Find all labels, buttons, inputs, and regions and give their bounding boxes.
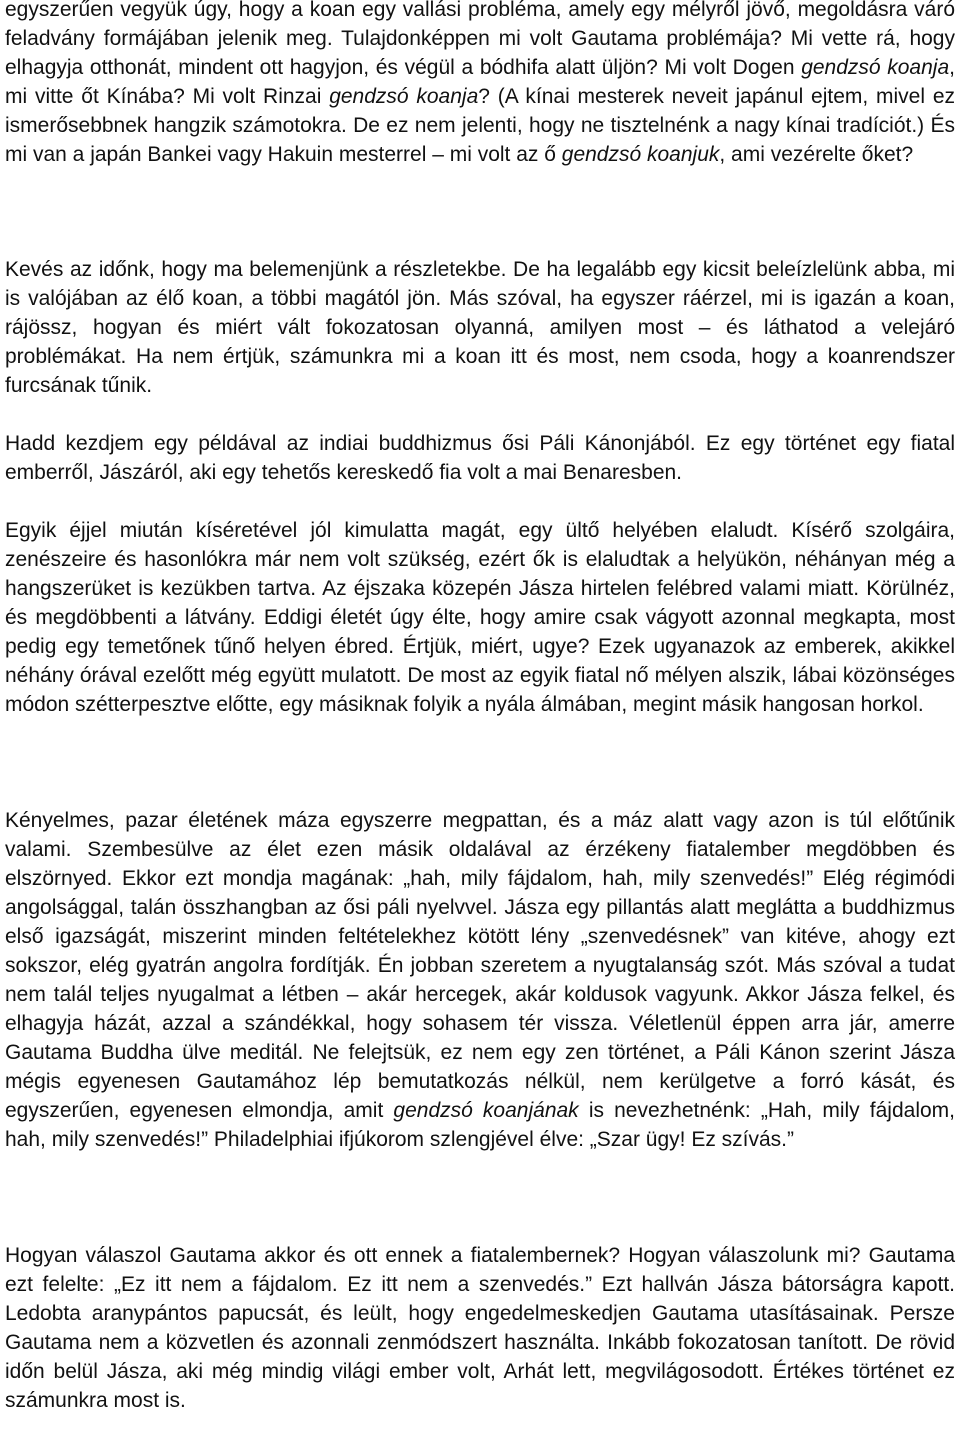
paragraph-text bbox=[5, 806, 955, 1154]
italic-term: gendzsó koanjának bbox=[393, 1099, 579, 1122]
paragraph-text bbox=[5, 255, 955, 400]
italic-term: gendzsó koanjuk bbox=[561, 143, 720, 166]
paragraph-text bbox=[5, 1241, 955, 1415]
italic-term: gendzsó koanja bbox=[801, 56, 950, 79]
text-run: is nevezhetnénk: „Hah, mily fájdalom, hah, mily szenvedés!” Philadelphiai ifjúkorom szlengjével élve: „Szar ügy! Ez szívás.” bbox=[5, 1099, 955, 1151]
text-run: egyszerűen vegyük úgy, hogy a koan egy vallási probléma, amely egy mélyről jövő, megoldásra váró feladvány formájában jelenik meg. Tulajdonképpen mi volt Gautama problémája? Mi vette rá, hogy elhagyja otthonát, mindent ott hagyjon, és végül a bódhifa alatt üljön? Mi volt Dogen bbox=[5, 0, 955, 79]
paragraph-1 bbox=[5, 0, 955, 169]
paragraph-text bbox=[5, 429, 955, 487]
paragraph-6 bbox=[5, 1241, 955, 1415]
paragraph-text bbox=[5, 516, 955, 719]
paragraph-3 bbox=[5, 429, 955, 487]
text-run: , mi vitte őt Kínába? Mi volt Rinzai bbox=[5, 56, 955, 108]
italic-term: gendzsó koanja bbox=[329, 85, 479, 108]
paragraph-5 bbox=[5, 806, 955, 1154]
text-run: Kényelmes, pazar életének máza egyszerre megpattan, és a máz alatt vagy azon is túl előtűnik valami. Szembesülve az élet ezen másik oldalával az érzékeny fiatalember megdöbben és elszörnyed. Ekkor ezt mondja magának: „hah, mily fájdalom, hah, mily szenvedés!” Elég régimódi angolsággal, talán összhangban az ősi páli nyelvvel. Jásza egy pillantás alatt meglátta a buddhizmus első igazságát, miszerint minden feltételekhez kötött lény „szenvedésnek” van kitéve, ahogy ezt sokszor, elég gyatrán angolra fordítják. Én jobban szeretem a nyugtalanság szót. Más szóval a tudat nem talál teljes nyugalmat a létben – akár hercegek, akár koldusok vagyunk. Akkor Jásza felkel, és elhagyja házát, azzal a szándékkal, hogy sohasem tér vissza. Véletlenül éppen arra jár, amerre Gautama Buddha ülve meditál. Ne felejtsük, ez nem egy zen történet, a Páli Kánon szerint Jásza mégis egyenesen Gautamához lép bemutatkozás nélkül, nem kerülgetve a forró kását, és egyszerűen, egyenesen elmondja, amit bbox=[5, 809, 955, 1122]
text-run: Egyik éjjel miután kíséretével jól kimulatta magát, egy ültő helyében elaludt. Kísérő szolgáira, zenészeire és hasonlókra már nem volt szükség, ezért ők is elaludtak a helyükön, néhányan még a hangszerüket is kezükben tartva. Az éjszaka közepén Jásza hirtelen felébred valami miatt. Körülnéz, és megdöbbenti a látvány. Eddigi életét úgy élte, hogy amire csak vágyott azonnal megkapta, most pedig egy temetőnek tűnő helyen ébred. Értjük, miért, ugye? Ezek ugyanazok az emberek, akikkel néhány órával ezelőtt még együtt mulatott. De most az egyik fiatal nő mélyen alszik, lábai közönséges módon szétterpesztve előtte, egy másiknak folyik a nyála álmában, megint másik hangosan horkol. bbox=[5, 519, 955, 716]
text-run: , ami vezérelte őket? bbox=[719, 143, 914, 166]
paragraph-2 bbox=[5, 255, 955, 400]
text-run: Hogyan válaszol Gautama akkor és ott ennek a fiatalembernek? Hogyan válaszolunk mi? Gautama ezt felelte: „Ez itt nem a fájdalom. Ez itt nem a szenvedés.” Ezt hallván Jásza bátorságra kapott. Ledobta aranypántos papucsát, és leült, hogy engedelmeskedjen Gautama utasításainak. Persze Gautama nem a közvetlen és azonnali zenmódszert használta. Inkább fokozatosan tanított. De rövid időn belül Jásza, aki még mindig világi ember volt, Arhát lett, megvilágosodott. Értékes történet ez számunkra most is. bbox=[5, 1244, 955, 1412]
text-run: Hadd kezdjem egy példával az indiai buddhizmus ősi Páli Kánonjából. Ez egy történet egy fiatal emberről, Jászáról, aki egy tehetős kereskedő fia volt a mai Benaresben. bbox=[5, 432, 955, 484]
text-run: ? (A kínai mesterek neveit japánul ejtem, mivel ez ismerősebbnek hangzik számotokra. De ez nem jelenti, hogy ne tisztelnénk a nagy kínai tradíciót.) És mi van a japán Bankei vagy Hakuin mesterrel – mi volt az ő bbox=[5, 85, 955, 166]
paragraph-text bbox=[5, 0, 955, 169]
paragraph-4 bbox=[5, 516, 955, 719]
text-run: Kevés az időnk, hogy ma belemenjünk a részletekbe. De ha legalább egy kicsit beleízlelünk abba, mi is valójában az élő koan, a többi magától jön. Más szóval, ha egyszer ráérzel, mi is igazán a koan, rájössz, hogyan és miért vált fokozatosan olyanná, amilyen most – és láthatod a velejáró problémákat. Ha nem értjük, számunkra mi a koan itt és most, nem csoda, hogy a koanrendszer furcsának tűnik. bbox=[5, 258, 955, 397]
